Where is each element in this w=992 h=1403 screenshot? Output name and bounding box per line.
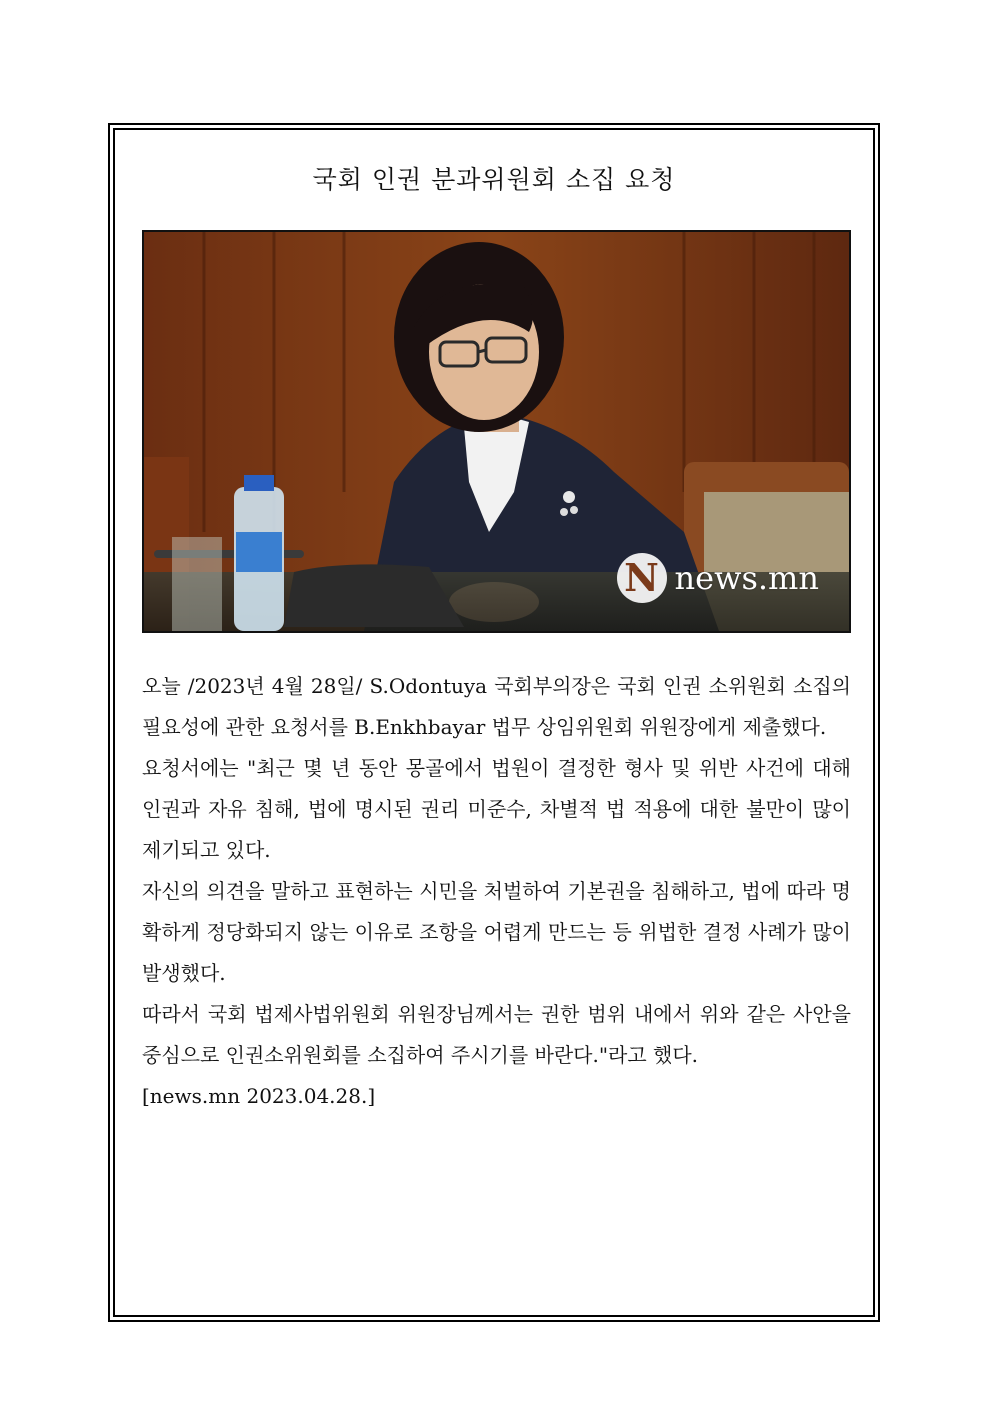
paragraph: 자신의 의견을 말하고 표현하는 시민을 처벌하여 기본권을 침해하고, 법에 따라 명확하게 정당화되지 않는 이유로 조항을 어렵게 만드는 등 위법한 결정 사례가 많이 발생했다. xyxy=(142,879,851,985)
document-title: 국회 인권 분과위원회 소집 요청 xyxy=(312,165,676,194)
news-photo xyxy=(142,230,851,633)
article-body xyxy=(142,666,851,1117)
source-citation: [news.mn 2023.04.28.] xyxy=(142,1084,376,1108)
paragraph: 따라서 국회 법제사법위원회 위원장님께서는 권한 범위 내에서 위와 같은 사안을 중심으로 인권소위원회를 소집하여 주시기를 바란다."라고 했다. xyxy=(142,1002,851,1067)
paragraph: 요청서에는 "최근 몇 년 동안 몽골에서 법원이 결정한 형사 및 위반 사건에 대해 인권과 자유 침해, 법에 명시된 권리 미준수, 차별적 법 적용에 대한 불만이 많이 제기되고 있다. xyxy=(142,756,851,862)
news-logo-text: news.mn xyxy=(674,559,819,597)
paragraph: 오늘 /2023년 4월 28일/ S.Odontuya 국회부의장은 국회 인권 소위원회 소집의 필요성에 관한 요청서를 B.Enkhbayar 법무 상임위원회 위원장에게 제출했다. xyxy=(142,674,851,739)
news-logo-icon: N xyxy=(617,553,667,603)
news-logo xyxy=(617,553,819,603)
